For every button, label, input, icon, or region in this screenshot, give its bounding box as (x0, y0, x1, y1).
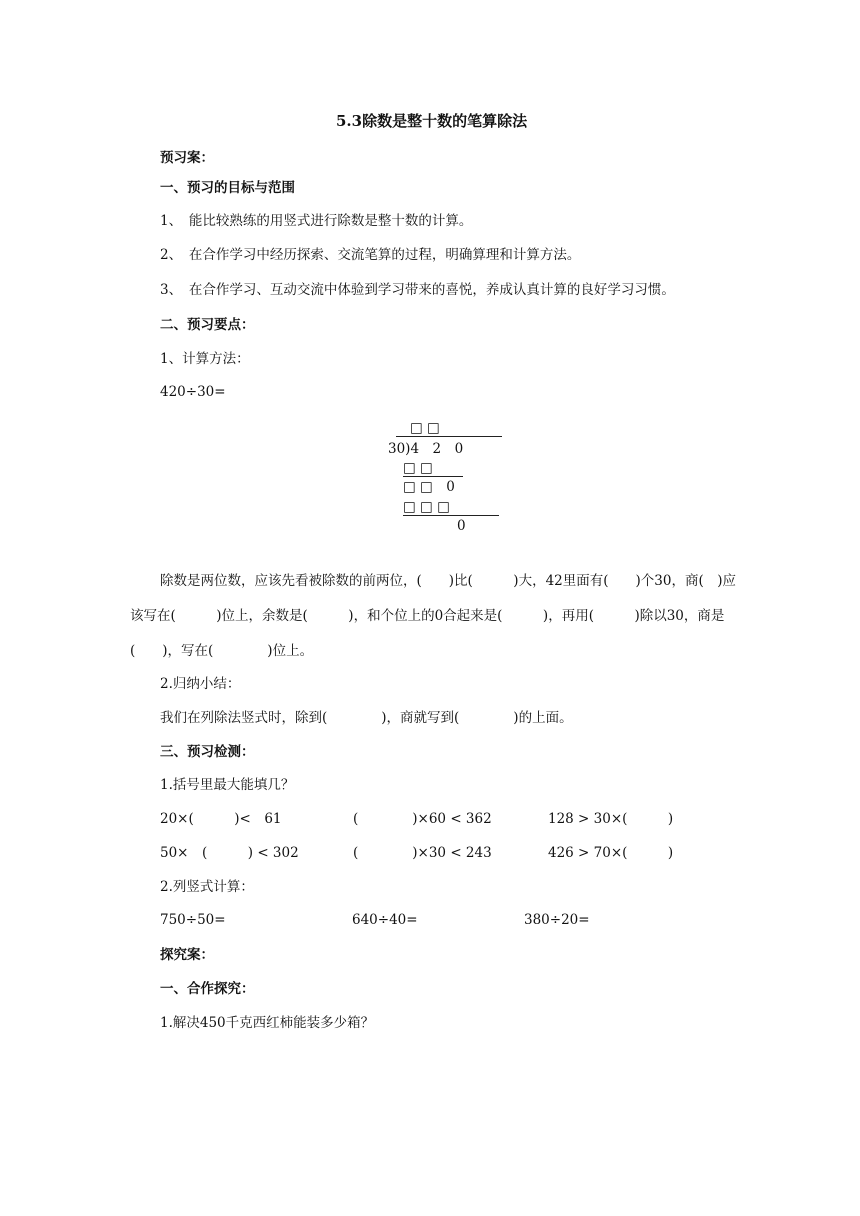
check-row1-item1: 20×( )< 61 (160, 811, 282, 827)
check-q2-item2: 640÷40= (352, 912, 418, 928)
page-title: 5.3除数是整十数的笔算除法 (336, 112, 528, 130)
quotient-boxes: □ □ (410, 420, 440, 436)
check-q2-label: 2.列竖式计算： (160, 879, 254, 895)
check-row2-item1: 50× ( ) < 302 (160, 845, 299, 861)
summary-text: 我们在列除法竖式时，除到( )，商就写到( )的上面。 (160, 710, 573, 726)
explore-heading: 探究案： (160, 947, 214, 963)
divisor-dividend: 30)4 2 0 (388, 441, 464, 457)
explore-q1: 1.解决450千克西红柿能装多少箱？ (160, 1015, 375, 1031)
quotient-line (396, 436, 502, 437)
explanation-paragraph: 除数是两位数，应该先看被除数的前两位，( )比( )大，42里面有( )个30，商( )应该写在( )位上，余数是( )，和个位上的0合起来是( )，再用( )除以30，商是( )，写在( )位上。 (130, 573, 736, 659)
check-q2-item1: 750÷50= (160, 912, 226, 928)
long-division-diagram (385, 415, 515, 540)
explore-subheading: 一、合作探究： (160, 981, 255, 997)
check-q2-item3: 380÷20= (524, 912, 590, 928)
summary-label: 2.归纳小结： (160, 676, 241, 692)
step-row-3: □ □ □ (403, 499, 450, 515)
points-heading: 二、预习要点： (160, 317, 255, 333)
division-expression: 420÷30= (160, 384, 226, 400)
check-row2-item2: ( )×30 < 243 (353, 845, 492, 861)
goal-item-1: 1、 能比较熟练的用竖式进行除数是整十数的计算。 (160, 213, 473, 229)
method-label: 1、计算方法： (160, 351, 250, 367)
check-heading: 三、预习检测： (160, 744, 255, 760)
check-row1-item3: 128 > 30×( ) (548, 811, 674, 827)
check-row1-item2: ( )×60 < 362 (353, 811, 492, 827)
preview-case-heading: 预习案： (160, 150, 214, 166)
goal-item-3: 3、 在合作学习、互动交流中体验到学习带来的喜悦，养成认真计算的良好学习习惯。 (160, 282, 675, 298)
step-line-1 (403, 476, 463, 477)
goals-heading: 一、预习的目标与范围 (160, 180, 295, 196)
step-row-2: □ □ 0 (403, 479, 455, 495)
step-row-1: □ □ (403, 460, 433, 476)
check-row2-item3: 426 > 70×( ) (548, 845, 674, 861)
step-line-2 (403, 515, 499, 516)
remainder: 0 (457, 518, 466, 534)
check-q1-label: 1.括号里最大能填几？ (160, 777, 295, 793)
goal-item-2: 2、 在合作学习中经历探索、交流笔算的过程，明确算理和计算方法。 (160, 247, 581, 263)
